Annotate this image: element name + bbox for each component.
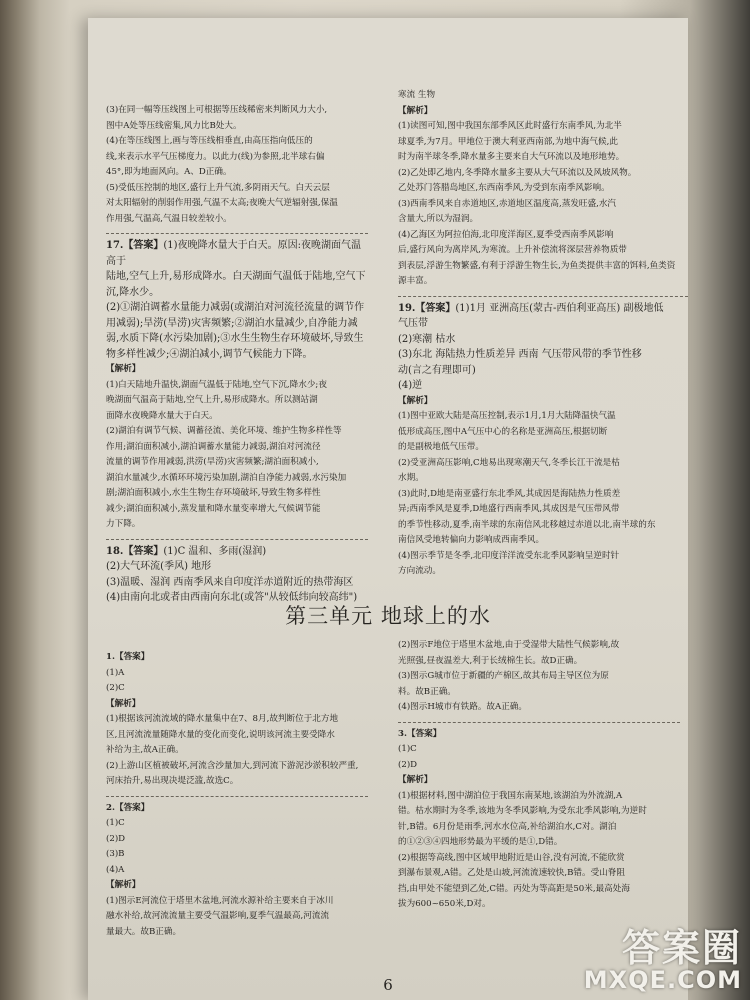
explanation-heading: 【解析】 (398, 775, 433, 785)
text-line: (1)白天陆地升温快,湖面气温低于陆地,空气下沉,降水少;夜 (106, 379, 327, 390)
answer-heading: 17.【答案】 (106, 240, 164, 251)
text-line: 线,来表示水平气压梯度力。以此力(线)为参照,北半球右偏 (106, 151, 325, 162)
text-line: (1)1月 亚洲高压(蒙古-西伯利亚高压) 副极地低 (455, 302, 664, 314)
text-line: 面降水夜晚降水量大于白天。 (106, 410, 218, 421)
text-line: (3)图示G城市位于新疆的产棉区,故其布局主导区位为原 (398, 671, 609, 681)
text-line: 的是副极地低气压带。 (398, 442, 484, 452)
text-line: 用减弱);旱涝(旱涝)灾害频繁;②湖泊水量减少,自净能力减 (106, 317, 358, 329)
text-line: 时为南半球冬季,降水量多主要来自大气环流以及地形地势。 (398, 152, 625, 162)
divider (106, 233, 368, 234)
text-line: 异;西南季风是夏季,D地盛行西南季风,其成因是气压带风带 (398, 504, 620, 514)
explanation-heading: 【解析】 (398, 105, 433, 116)
text-line: (3)此时,D地是南亚盛行东北季风,其成因是海陆热力性质差 (398, 488, 621, 499)
text-line: 源丰富。 (398, 276, 433, 286)
text-line: 作用强,气温高,气温日较差较小。 (106, 213, 232, 224)
text-line: (1)根据该河流流域的降水量集中在7、8月,故判断位于北方地 (106, 714, 339, 724)
text-line: 后,盛行风向为离岸风,为寒流。上升补偿流将深层营养物质带 (398, 245, 627, 255)
text-line: (2)根据等高线,图中区域甲地附近是山谷,没有河流,不能欣赏 (398, 852, 625, 863)
text-line: (4)在等压线图上,画与等压线相垂直,由高压指向低压的 (106, 136, 313, 146)
text-line: (3)B (106, 849, 125, 859)
adjacent-page-edge (695, 80, 745, 840)
text-line: (2)寒潮 枯水 (398, 333, 456, 345)
text-line: 晚湖面气温高于陆地,空气上升,易形成降水。所以测站湖 (106, 395, 318, 405)
text-line: (4)逆 (398, 380, 423, 391)
text-line: (1)读图可知,图中我国东部季风区此时盛行东南季风,为北半 (398, 121, 622, 131)
text-line: 针,B错。6月份是雨季,河水水位高,补给湖泊水,C对。湖泊 (398, 821, 617, 832)
text-line: (5)受低压控制的地区,盛行上升气流,多阴雨天气。白天云层 (106, 182, 330, 193)
text-line: (3)东北 海陆热力性质差异 西南 气压带风带的季节性移 (398, 349, 642, 360)
text-line: (2)上游山区植被破坏,河流含沙量加大,到河流下游泥沙淤积较严重, (106, 760, 359, 771)
text-line: (4)A (106, 864, 125, 875)
text-line: (2)湖泊有调节气候、调蓄径流、美化环境、维护生物多样性等 (106, 426, 342, 436)
text-line: (3)西南季风来自赤道地区,赤道地区温度高,蒸发旺盛,水汽 (398, 198, 617, 209)
text-line: (1)根据材料,图中湖泊位于我国东南某地,该湖泊为外流湖,A (398, 790, 623, 801)
text-line: (4)由南向北或者由西南向东北(或答"从较低纬向较高纬") (106, 592, 358, 603)
text-line: (2)C (106, 683, 125, 693)
text-line: 到瀑布景观,A错。乙处是山坡,河流流速较快,B错。受山脊阻 (398, 868, 625, 878)
text-line: 图中A处等压线密集,风力比B处大。 (106, 120, 242, 131)
right-column-top (398, 88, 688, 580)
question-17 (106, 238, 368, 362)
text-line: (2)图示F地位于塔里木盆地,由于受湿带大陆性气候影响,故 (398, 640, 620, 650)
text-line: (1)图中亚欧大陆是高压控制,表示1月,1月大陆降温快气温 (398, 411, 616, 421)
unit-title: 第三单元 地球上的水 (285, 604, 491, 628)
text-line: 光照强,昼夜温差大,利于长绒棉生长。故D正确。 (398, 655, 583, 666)
text-line: 含量大,所以为湿润。 (398, 214, 479, 224)
text-line: 动(言之有理即可) (398, 364, 476, 376)
divider (106, 539, 368, 540)
text-line: 的①②③④四地形势最为平缓的是①,D错。 (398, 837, 563, 847)
text-line: 方向流动。 (398, 566, 441, 576)
question-18 (106, 544, 368, 606)
text-line: 减少;湖泊面积减小,蒸发量和降水量变率增大,气候调节能 (106, 503, 321, 514)
explanation-heading: 【解析】 (106, 880, 141, 890)
text-line: 球夏季,为7月。甲地位于澳大利亚西南部,为地中海气候,此 (398, 136, 618, 147)
text-line: 力下降。 (106, 519, 141, 529)
text-line: (2)①湖泊调蓄水量能力减弱(或湖泊对河流径流量的调节作 (106, 302, 365, 313)
text-line: 气压带 (398, 318, 428, 329)
text-line: 水期。 (398, 473, 424, 483)
text-line: (2)受亚洲高压影响,C地易出现寒潮天气,冬季长江干流是枯 (398, 457, 620, 468)
watermark (584, 928, 742, 992)
text-line: (1)C (398, 744, 417, 754)
divider (398, 722, 680, 723)
text-line: 乙处苏门答腊岛地区,东西南季风,为受到东南季风影响。 (398, 183, 610, 193)
text-line: 寒流 生物 (398, 90, 436, 100)
watermark-logo-text: 答案圈 (621, 926, 742, 970)
text-line: (1)A (106, 667, 125, 678)
text-line: (1)图示E河流位于塔里木盆地,河流水源补给主要来自于冰川 (106, 895, 334, 906)
text-line: (2)乙处即乙地内,冬季降水量多主要从大气环流以及风坡风物。 (398, 167, 637, 178)
question-19 (398, 301, 688, 394)
answer-heading: 18.【答案】 (106, 545, 164, 557)
text-line: 物多样性减少;④湖泊减小,调节气候能力下降。 (106, 348, 313, 360)
text-line: (4)图示H城市有铁路。故A正确。 (398, 702, 527, 712)
text-line: (2)大气环流(季风) 地形 (106, 561, 212, 572)
text-line: (1)C 温和、多雨(湿润) (163, 545, 267, 557)
text-line: 区,且河流流量随降水量的变化而变化,说明该河流主要受降水 (106, 729, 335, 740)
text-line: 量最大。故B正确。 (106, 926, 182, 937)
text-line: (2)D (398, 759, 418, 770)
text-line: 错。枯水期时为冬季,该地为冬季风影响,为受东北季风影响,为逆时 (398, 806, 647, 816)
text-line: 料。故B正确。 (398, 686, 456, 697)
answer-heading: 1.【答案】 (106, 652, 150, 662)
text-line: 流量的调节作用减弱,洪涝(旱涝)灾害频繁;湖泊面积减小, (106, 457, 319, 467)
text-line: 河床抬升,易出现决堤泛滥,故选C。 (106, 776, 239, 786)
text-line: 挡,由甲处不能望到乙处,C错。丙处为等高距是50米,最高处海 (398, 883, 630, 894)
text-line: (4)乙海区为阿拉伯海,北印度洋海区,夏季受西南季风影响 (398, 229, 614, 240)
page-number: 6 (383, 976, 393, 994)
text-line: 南信风受地转偏向力影响成西南季风。 (398, 535, 545, 545)
divider (106, 796, 368, 797)
text-line: 沉,降水少。 (106, 286, 160, 298)
left-column-bottom (106, 650, 368, 940)
text-line: 45°,即为地面风向。A、D正确。 (106, 167, 232, 177)
left-column-top (106, 103, 368, 606)
text-line: (3)在同一幅等压线图上可根据等压线稀密来判断风力大小, (106, 105, 328, 115)
explanation-heading: 【解析】 (398, 395, 433, 406)
text-line: (3)温暖、湿润 西南季风来自印度洋赤道附近的热带海区 (106, 576, 354, 588)
text-line: (1)夜晚降水量大于白天。原因:夜晚湖面气温高于 (106, 240, 361, 267)
text-line: 的季节性移动,夏季,南半球的东南信风北移越过赤道以北,南半球的东 (398, 519, 656, 530)
text-line: 拔为600~650米,D对。 (398, 899, 491, 909)
text-line: 剧;湖泊面积减小,水生生物生存环境破坏,导致生物多样性 (106, 488, 321, 498)
text-line: 陆地,空气上升,易形成降水。白天湖面气温低于陆地,空气下 (106, 271, 366, 282)
text-line: (1)C (106, 818, 125, 828)
text-line: 补给为主,故A正确。 (106, 745, 184, 755)
text-line: 弱,水质下降(水污染加剧);③水生生物生存环境破坏,导致生 (106, 333, 364, 344)
text-line: 到表层,浮游生物繁盛,有利于浮游生物生长,为鱼类提供丰富的饵料,鱼类资 (398, 260, 676, 271)
text-line: 低形成高压,图中A气压中心的名称是亚洲高压,根据切断 (398, 426, 608, 437)
text-line: 作用;湖泊面积减小,湖泊调蓄水量能力减弱,湖泊对河流径 (106, 441, 321, 452)
answer-heading: 3.【答案】 (398, 728, 442, 739)
book-page (88, 18, 688, 1000)
answer-heading: 2.【答案】 (106, 802, 150, 813)
divider (398, 296, 688, 297)
text-line: 对太阳辐射的削弱作用强,气温不太高;夜晚大气逆辐射强,保温 (106, 198, 338, 208)
explanation-heading: 【解析】 (106, 698, 141, 709)
text-line: (4)图示季节是冬季,北印度洋洋流受东北季风影响呈逆时针 (398, 550, 620, 561)
text-line: 融水补给,故河流流量主要受气温影响,夏季气温最高,河流流 (106, 911, 330, 921)
right-column-bottom (398, 638, 680, 913)
text-line: (2)D (106, 833, 126, 844)
answer-heading: 19.【答案】 (398, 302, 456, 314)
explanation-heading: 【解析】 (106, 364, 141, 374)
text-line: 湖泊水量减少,水循环环境污染加剧,湖泊自净能力减弱,水污染加 (106, 472, 347, 483)
watermark-url: MXQE.COM (583, 966, 742, 994)
